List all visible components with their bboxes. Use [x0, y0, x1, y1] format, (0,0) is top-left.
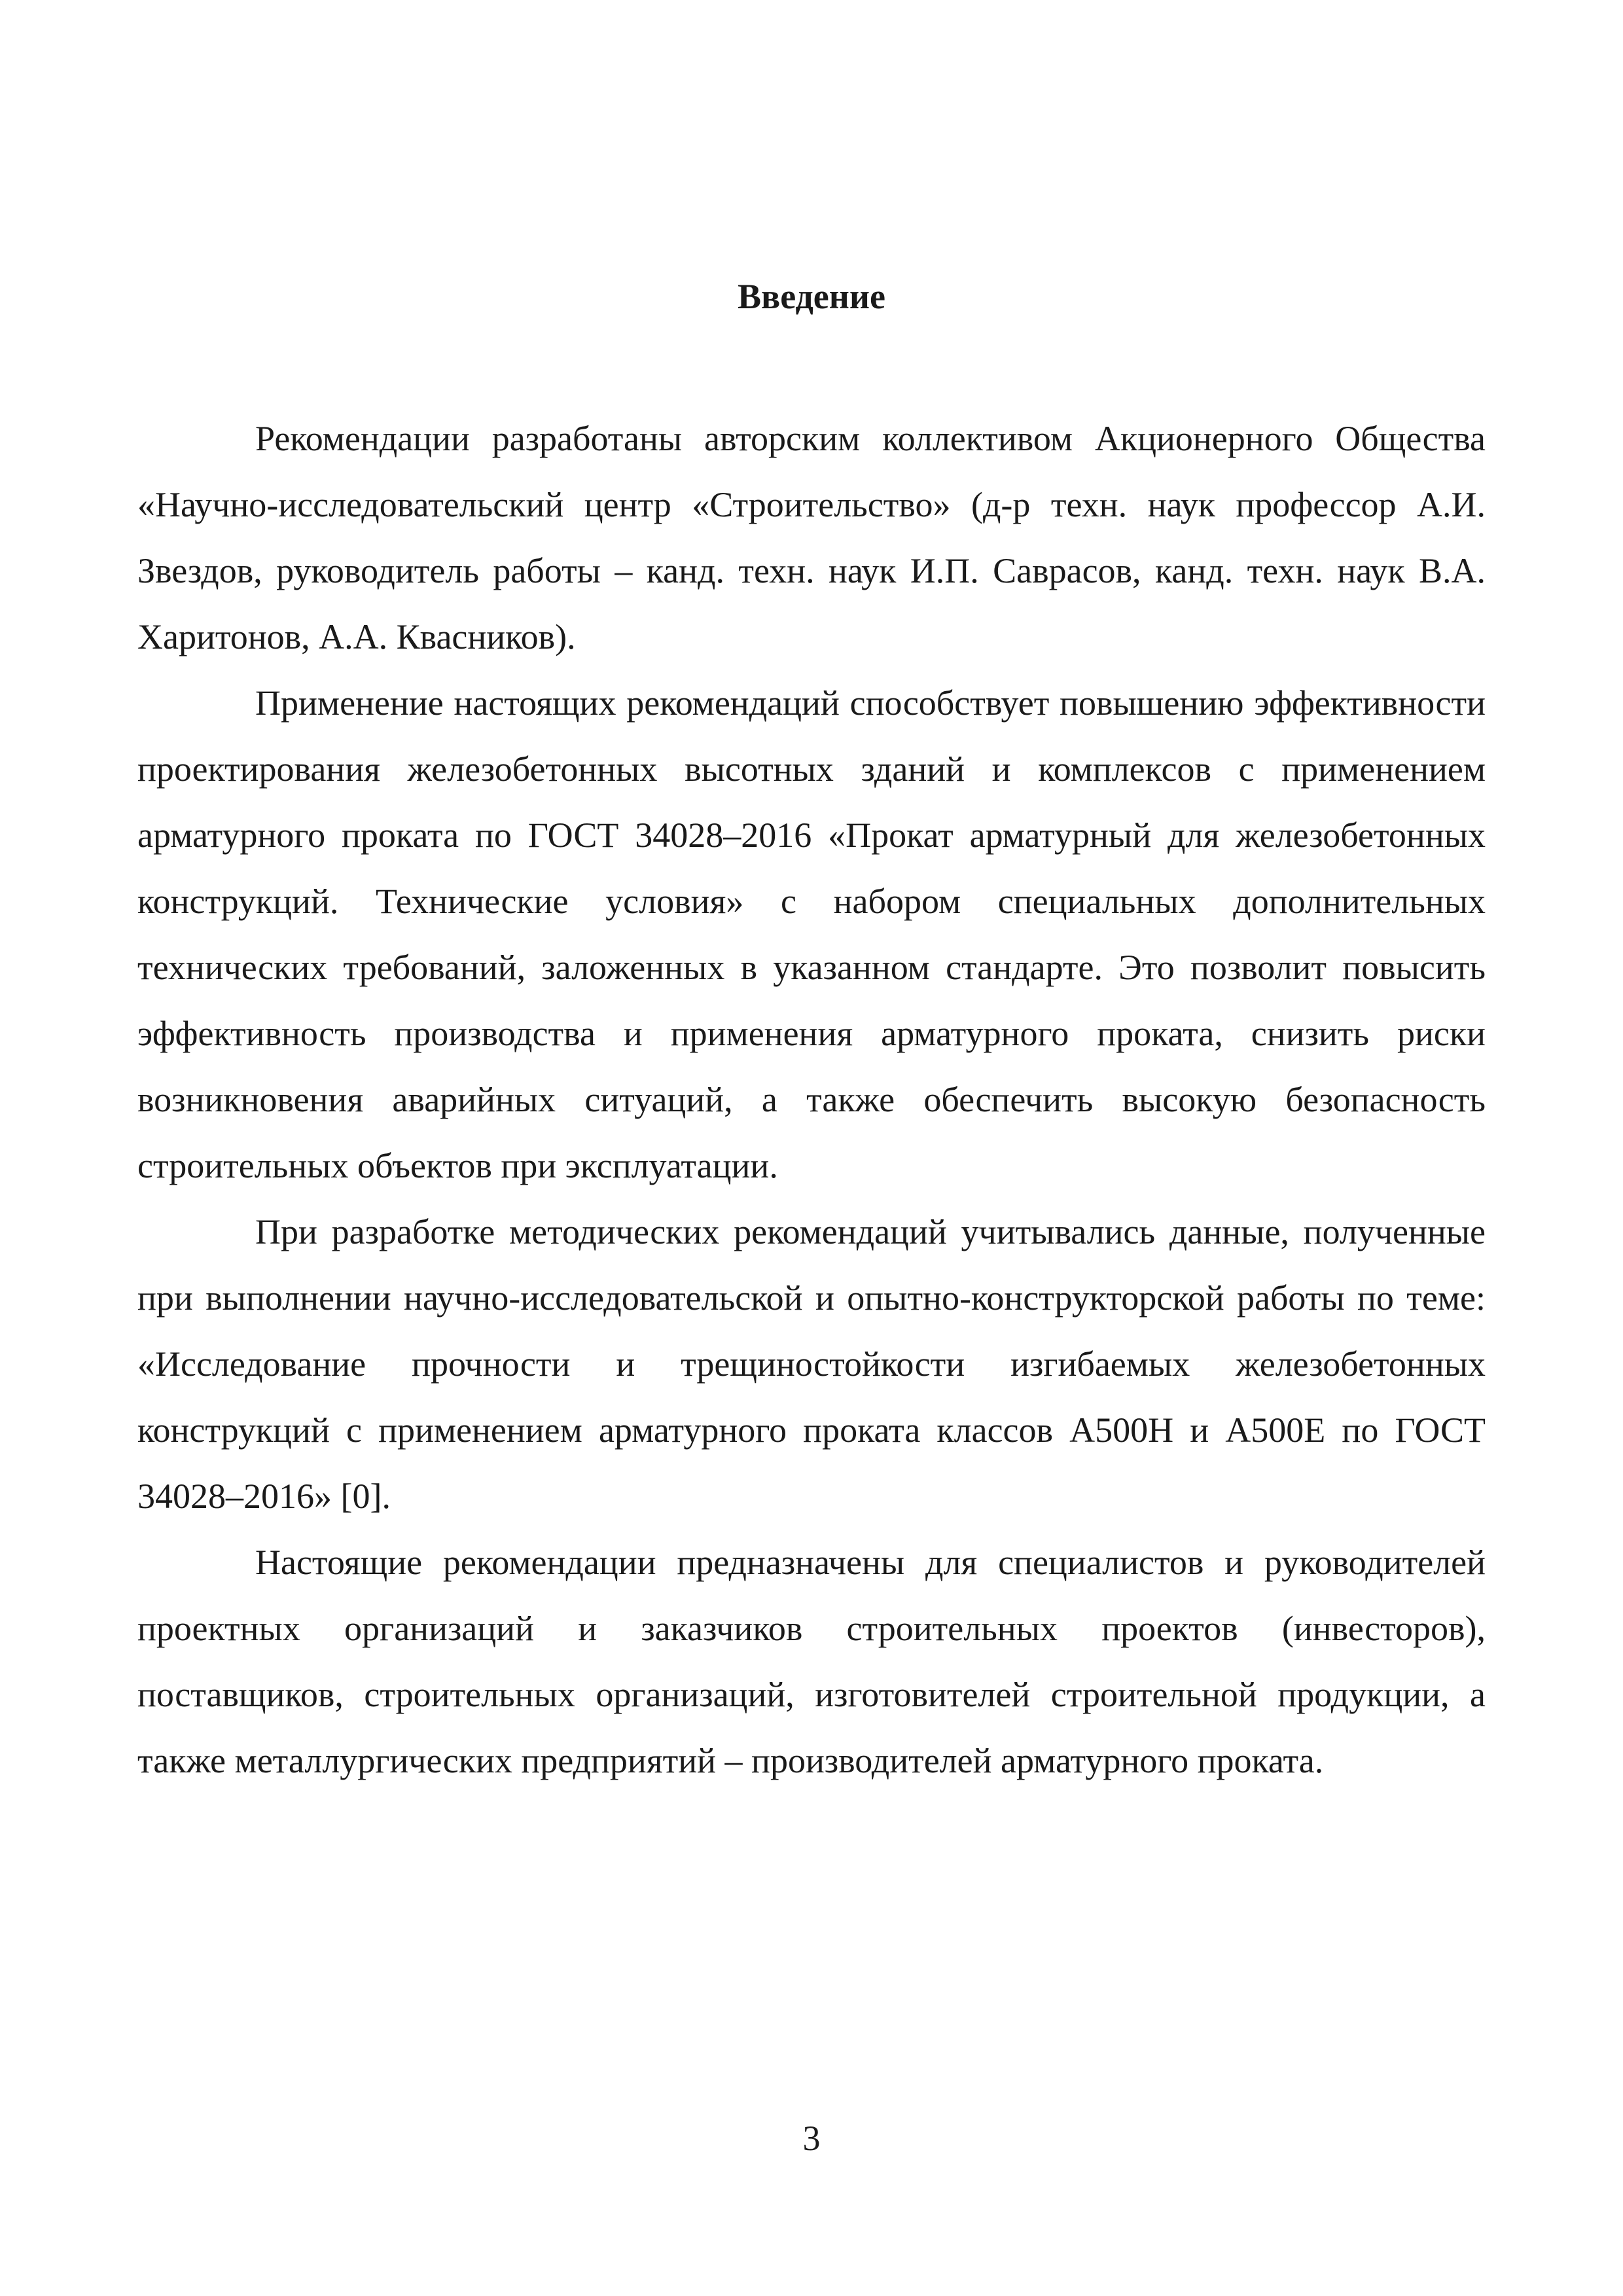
paragraph-application: Применение настоящих рекомендаций способствует повышению эффективности проектирования железобетонных высотных зданий и комплексов с применением арматурного проката по ГОСТ 34028–2016 «Прокат арматурный для железобетонных конструкций. Технические условия» с набором специальных дополнительных технических требований, заложенных в указанном стандарте. Это позволит повысить эффективность производства и применения арматурного проката, снизить риски возникновения аварийных ситуаций, а также обеспечить высокую безопасность строительных объектов при эксплуатации. — [137, 683, 1486, 1185]
page-number: 3 — [802, 2119, 821, 2158]
paragraph-audience: Настоящие рекомендации предназначены для специалистов и руководителей проектных организаций и заказчиков строительных проектов (инвесторов), поставщиков, строительных организаций, изготовителей строительной продукции, а также металлургических предприятий – производителей арматурного проката. — [137, 1543, 1486, 1780]
paragraph-research-basis: При разработке методических рекомендаций учитывались данные, полученные при выполнении научно-исследовательской и опытно-конструкторской работы по теме: «Исследование прочности и трещиностойкости изгибаемых железобетонных конструкций с применением арматурного проката классов А500Н и А500Е по ГОСТ 34028–2016» [0]. — [137, 1212, 1486, 1516]
body-text — [137, 406, 1486, 1794]
section-title: Введение — [738, 277, 885, 316]
paragraph-authors: Рекомендации разработаны авторским коллективом Акционерного Общества «Научно-исследовательский центр «Строительство» (д-р техн. наук профессор А.И. Звездов, руководитель работы – канд. техн. наук И.П. Саврасов, канд. техн. наук В.А. Харитонов, А.А. Квасников). — [137, 419, 1486, 656]
